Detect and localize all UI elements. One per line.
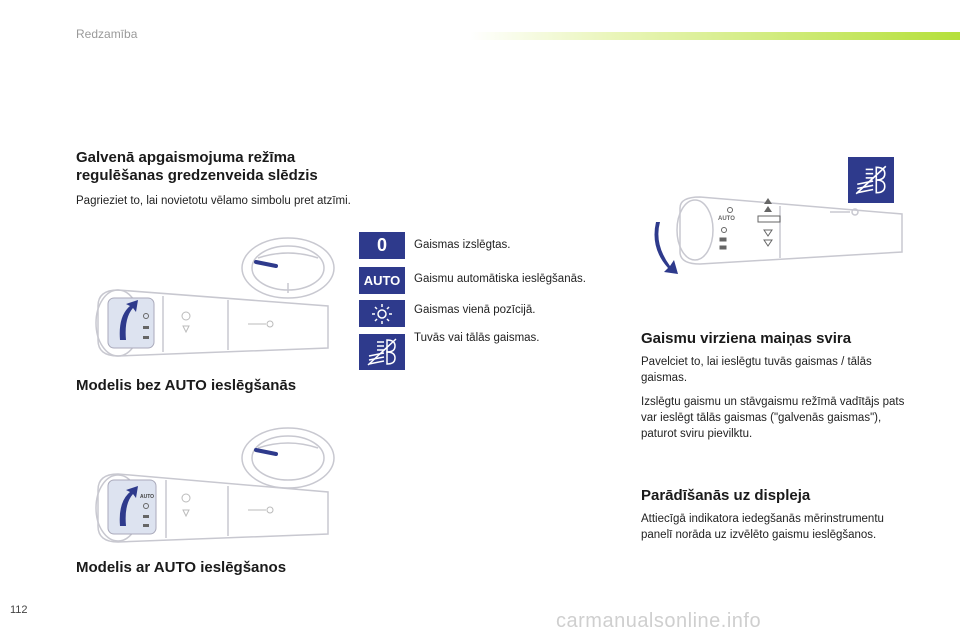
display-title: Parādīšanās uz displeja [641,487,811,504]
legend-text-auto: Gaismu automātiska ieslēgšanās. [414,273,586,285]
header-accent-bar [470,32,960,40]
off-symbol-glyph: 0 [376,235,387,255]
main-switch-section [76,149,356,209]
beam-lever-paragraph1: Pavelciet to, lai ieslēgtu tuvās gaismas / tālās gaismas. [641,356,872,384]
display-text: Attiecīgā indikatora iedegšanās mērinstrumentu panelī norāda uz izvēlēto gaismu ieslēgšanos. [641,513,884,541]
model-with-auto-title: Modelis ar AUTO ieslēgšanos [76,559,287,576]
legend-text-position: Gaismas vienā pozīcijā. [414,304,536,316]
off-symbol-icon [359,232,405,259]
page-number: 112 [10,604,28,616]
main-switch-description: Pagrieziet to, lai novietotu vēlamo simbolu pret atzīmi. [76,195,351,207]
position-lights-icon [359,300,405,327]
beam-lever-illustration [640,192,905,277]
legend-text-beam: Tuvās vai tālās gaismas. [414,332,540,344]
auto-label: AUTO [140,494,155,500]
low-high-beam-icon [359,334,405,370]
watermark: carmanualsonline.info [556,610,762,632]
switch-illustration-without-auto [88,228,338,368]
main-switch-title-line2: regulēšanas gredzenveida slēdzis [76,167,318,184]
lever-auto-label: AUTO [718,216,735,222]
switch-illustration-with-auto [88,418,338,553]
display-section [641,487,891,543]
auto-symbol-glyph: AUTO [363,273,401,288]
beam-lever-paragraph2: Izslēgtu gaismu un stāvgaismu režīmā vadītājs pats var ieslēgt tālās gaismas ("galvenās gaismas"), paturot sviru pievilktu. [641,396,905,440]
main-switch-title-line1: Galvenā apgaismojuma režīma [76,149,296,166]
model-without-auto-title: Modelis bez AUTO ieslēgšanās [76,377,297,394]
section-label: Redzamība [76,27,138,41]
auto-symbol-icon [359,267,405,294]
beam-lever-section [641,330,911,442]
legend-text-off: Gaismas izslēgtas. [414,239,511,251]
beam-lever-title: Gaismu virziena maiņas svira [641,330,852,347]
